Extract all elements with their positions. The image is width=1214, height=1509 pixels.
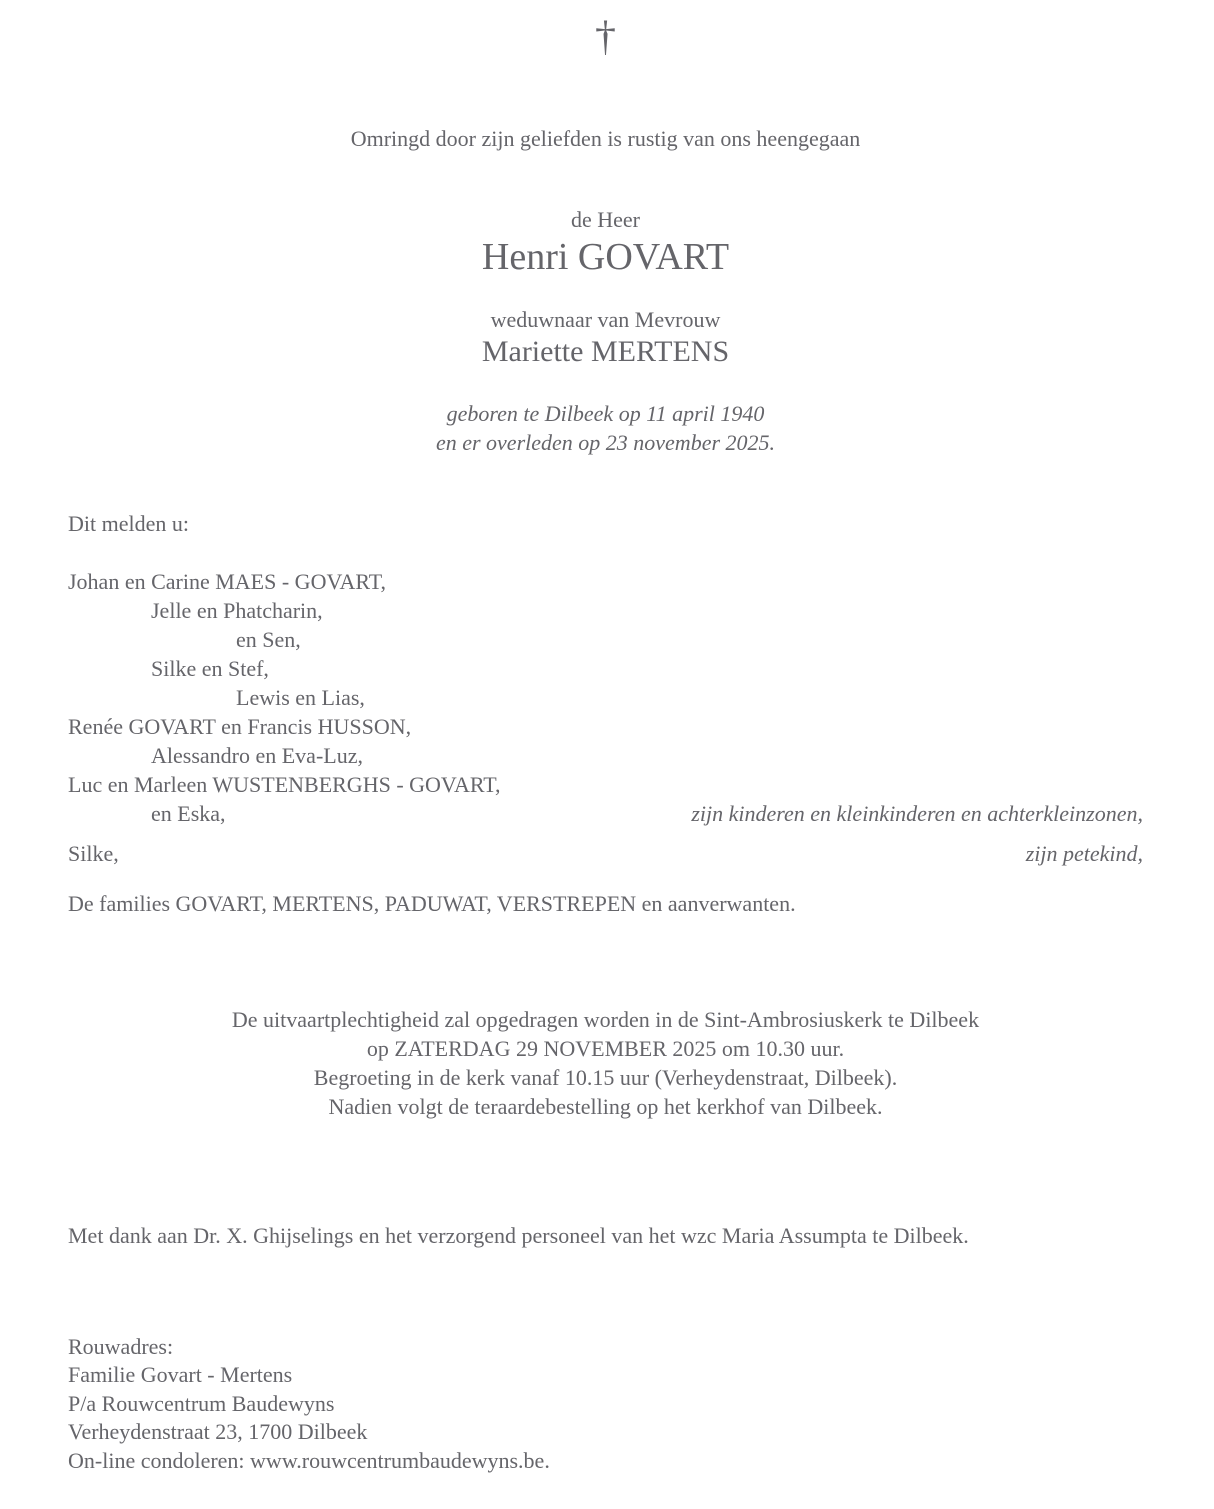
godchild-name: Silke,: [68, 841, 119, 866]
mourning-address-line: Verheydenstraat 23, 1700 Dilbeek: [68, 1419, 368, 1445]
mourning-address: [68, 1333, 1143, 1475]
thanks-line: Met dank aan Dr. X. Ghijselings en het verzorgend personeel van het wzc Maria Assumpta te Dilbeek.: [68, 1223, 969, 1248]
mourning-address-line: P/a Rouwcentrum Baudewyns: [68, 1390, 335, 1416]
families-line: De families GOVART, MERTENS, PADUWAT, VERSTREPEN en aanverwanten.: [68, 891, 796, 916]
family-line: [68, 799, 1143, 828]
family-line: Alessandro en Eva-Luz,: [151, 743, 363, 768]
godchild-row: [68, 841, 1143, 867]
family-line: Luc en Marleen WUSTENBERGHS - GOVART,: [68, 772, 501, 797]
godchild-relation: zijn petekind,: [1025, 841, 1143, 866]
birth-line: geboren te Dilbeek op 11 april 1940: [446, 401, 765, 426]
family-line-text: en Eska,: [151, 801, 226, 826]
ceremony-block: [68, 1005, 1143, 1121]
ceremony-line-date: op ZATERDAG 29 NOVEMBER 2025 om 10.30 uur.: [366, 1036, 845, 1061]
cross-icon: †: [595, 14, 616, 60]
family-line: Silke en Stef,: [151, 656, 269, 681]
mourning-address-label: Rouwadres:: [68, 1334, 174, 1359]
family-line: Renée GOVART en Francis HUSSON,: [68, 714, 412, 739]
opening-line: Omringd door zijn geliefden is rustig van ons heengegaan: [350, 126, 861, 151]
announcement-intro: Dit melden u:: [68, 511, 189, 536]
ceremony-line-church: De uitvaartplechtigheid zal opgedragen worden in de Sint-Ambrosiuskerk te Dilbeek: [231, 1007, 980, 1032]
family-line: Lewis en Lias,: [236, 685, 365, 710]
death-line: en er overleden op 23 november 2025.: [435, 430, 776, 455]
mourning-address-line: On-line condoleren: www.rouwcentrumbaudewyns.be.: [68, 1447, 550, 1473]
vital-dates: [68, 399, 1143, 457]
salutation: de Heer: [570, 207, 640, 232]
family-line: Jelle en Phatcharin,: [151, 598, 323, 623]
family-line: en Sen,: [236, 627, 301, 652]
ceremony-line-burial: Nadien volgt de teraardebestelling op het kerkhof van Dilbeek.: [328, 1094, 883, 1119]
widower-line: weduwnaar van Mevrouw: [490, 307, 721, 332]
relation-note: zijn kinderen en kleinkinderen en achterkleinzonen,: [691, 801, 1143, 826]
family-line: Johan en Carine MAES - GOVART,: [68, 569, 387, 594]
family-list: [68, 567, 1143, 828]
mourning-address-line: Familie Govart - Mertens: [68, 1362, 293, 1388]
ceremony-line-greeting: Begroeting in de kerk vanaf 10.15 uur (Verheydenstraat, Dilbeek).: [313, 1065, 898, 1090]
deceased-name: Henri GOVART: [481, 236, 730, 278]
spouse-name: Mariette MERTENS: [481, 335, 730, 368]
